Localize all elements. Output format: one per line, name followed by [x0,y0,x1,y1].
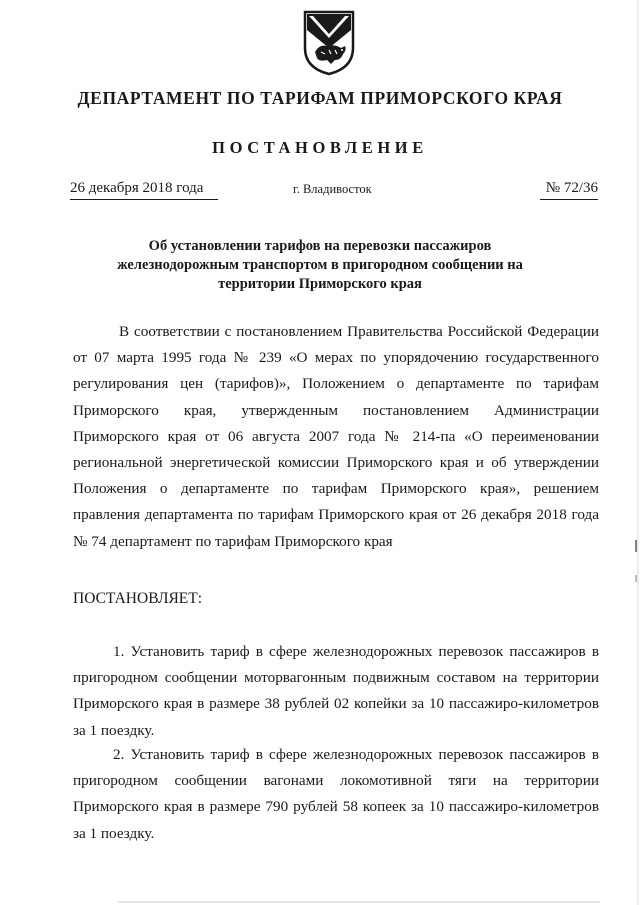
scan-edge-marks [633,0,640,905]
scan-bottom-line [0,900,640,905]
resolution-item-2: 2. Установить тариф в сфере железнодорожных перевозок пассажиров в пригородном сообщении вагонами локомотивной тяги на территории Приморского края в размере 790 рублей 58 копеек за 10 пассажиро-километров за 1 поездку. [73,746,599,842]
department-title: ДЕПАРТАМЕНТ ПО ТАРИФАМ ПРИМОРСКОГО КРАЯ [77,88,563,108]
resolution-item-1: 1. Установить тариф в сфере железнодорожных перевозок пассажиров в пригородном сообщении моторвагонным подвижным составом на территории Приморского края в размере 38 рублей 02 копейки за 10 пассажиро-километров за 1 поездку. [73,643,599,739]
document-type: ПОСТАНОВЛЕНИЕ [212,138,428,157]
intro-paragraph: В соответствии с постановлением Правительства Российской Федерации от 07 марта 1995 года № 239 «О мерах по упорядочению государственного регулирования цен (тарифов)», Положением о департаменте по тарифам Приморского края, утвержденным постановлением Администрации Приморского края от 06 августа 2007 года № 214-па «О переименовании региональной энергетической комиссии Приморского края и об утверждении Положения о департаменте по тарифам Приморского края», решением правления департамента по тарифам Приморского края от 26 декабря 2018 года № 74 департамент по тарифам Приморского края [73,323,599,550]
resolves-heading: ПОСТАНОВЛЯЕТ: [73,590,203,607]
document-date: 26 декабря 2018 года [70,180,218,200]
document-subject: Об установлении тарифов на перевозки пассажиров железнодорожным транспортом в пригородном сообщении на территории Приморского края [117,238,523,292]
document-number: № 72/36 [540,180,598,200]
coat-of-arms-icon [301,8,357,76]
document-place: г. Владивосток [293,182,372,196]
